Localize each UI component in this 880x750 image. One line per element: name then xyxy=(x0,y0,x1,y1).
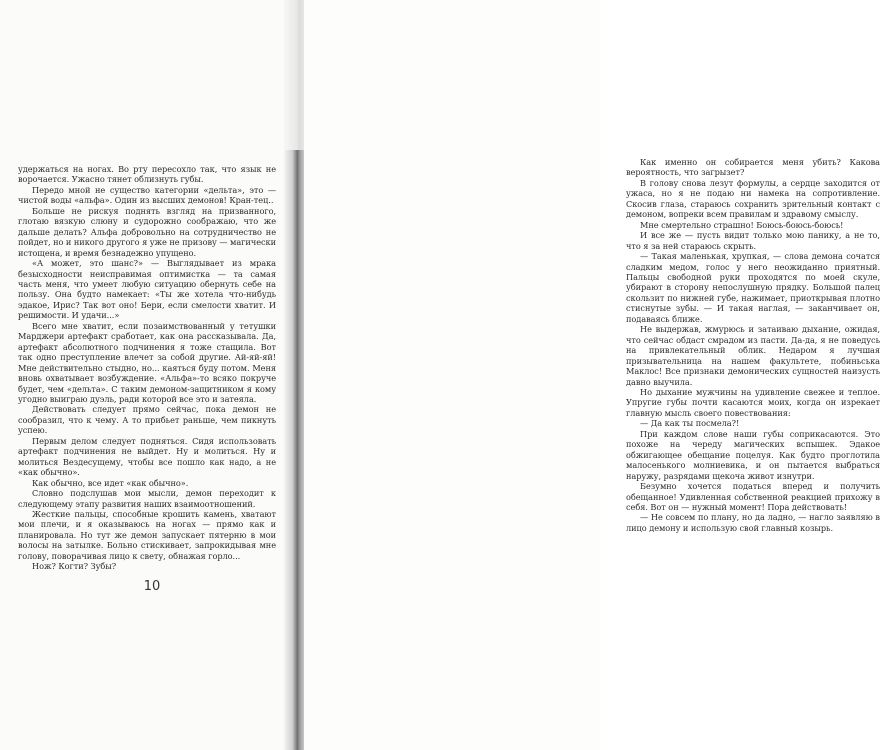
left-page xyxy=(0,0,296,750)
paragraph: Первым делом следует подняться. Сидя использовать артефакт подчинения не выйдет. Ну и молиться. Ну и молиться Вездесущему, чтобы все пошло как надо, а не «как обычно». xyxy=(18,435,276,478)
page-number: 10 xyxy=(143,579,161,594)
paragraph: Действовать следует прямо сейчас, пока демон не сообразил, что к чему. А то прибьет раньше, чем пикнуть успею. xyxy=(18,404,276,436)
right-page xyxy=(304,0,880,750)
left-page-text xyxy=(18,164,276,572)
paragraph: — Такая маленькая, хрупкая, — слова демона сочатся сладким медом, голос у него неожиданно приятный. Пальцы свободной руки проходятся по моей скуле, убирают в сторону непослушную прядку. Большой палец скользит по нижней губе, нажимает, приоткрывая плотно стиснутые зубы. — И такая наглая, — заканчивает он, подаваясь ближе. xyxy=(626,251,880,324)
paragraph: И все же — пусть видит только мою панику, а не то, что я за ней стараюсь скрыть. xyxy=(626,230,880,251)
paragraph: Как именно он собирается меня убить? Какова вероятность, что загрызет? xyxy=(626,157,880,178)
paragraph: «А может, это шанс?» — Выглядывает из мрака безысходности неисправимая оптимистка — та самая часть меня, что умеет любую ситуацию обернуть себе на пользу. Она будто намекает: «Ты же хотела что-нибудь эдакое, Ирис? Так вот оно! Бери, если смелости хватит. И решимости. И удачи...» xyxy=(18,258,276,321)
paragraph: Но дыхание мужчины на удивление свежее и теплое. Упругие губы почти касаются моих, когда он изрекает главную мысль своего повествования: xyxy=(626,386,880,418)
paragraph: Мне смертельно страшно! Боюсь-боюсь-боюсь! xyxy=(640,219,844,230)
paragraph: Не выдержав, жмурюсь и затаиваю дыхание, ожидая, что сейчас обдаст смрадом из пасти. Да-да, я не поведусь на привлекательный облик. Недаром я лучшая призывательница на нашем факультете, побиньська Маклос! Все признаки демонических сущностей наизусть давно выучила. xyxy=(626,324,880,387)
paragraph: Больше не рискуя поднять взгляд на призванного, глотаю вязкую слюну и судорожно соображаю, что же дальше делать? Альфа добровольно на сотрудничество не пойдет, но и никого другого я уже не призову — магически истощена, и время безнадежно упущено. xyxy=(18,205,276,258)
paragraph: Нож? Когти? Зубы? xyxy=(32,561,117,572)
paragraph: При каждом слове наши губы соприкасаются. Это похоже на череду магических вспышек. Эдакое обжигающее обещание поцелуя. Как будто проглотила малосенького молниевика, и он пытается выбраться наружу, разрядами щекоча живот изнутри. xyxy=(626,428,880,481)
paragraph: — Не совсем по плану, но да ладно, — нагло заявляю в лицо демону и использую свой главный козырь. xyxy=(626,512,880,533)
paragraph: В голову снова лезут формулы, а сердце заходится от ужаса, но я не подаю ни намека на сопротивление. Скосив глаза, стараюсь сохранить зрительный контакт с демоном, вопреки всем правилам и здравому смыслу. xyxy=(626,177,880,220)
paragraph: Передо мной не существо категории «дельта», это — чистой воды «альфа». Один из высших демонов! Кран-тец.. xyxy=(18,184,276,206)
paragraph: Словно подслушав мои мысли, демон переходит к следующему этапу развития наших взаимоотношений. xyxy=(18,488,276,509)
paragraph: Жесткие пальцы, способные крошить камень, хватают мои плечи, и я оказываюсь на ногах — прямо как и планировала. Но тут же демон запускает пятерню в мои волосы на затылке. Больно стискивает, запрокидывая мне голову, поворачивая лицо к свету, обнажая горло... xyxy=(18,508,276,561)
paragraph: Как обычно, все идет «как обычно». xyxy=(32,477,189,488)
paragraph: Безумно хочется податься вперед и получить обещанное! Удивленная собственной реакцией прихожу в себя. Вот он — нужный момент! Пора действовать! xyxy=(626,481,880,512)
paragraph: — Да как ты посмела?! xyxy=(640,418,740,429)
paragraph: удержаться на ногах. Во рту пересохло так, что язык не ворочается. Ужасно тянет облизнуть губы. xyxy=(18,164,276,185)
right-page-text xyxy=(626,157,880,533)
paragraph: Всего мне хватит, если позаимствованный у тетушки Марджери артефакт сработает, как она рассказывала. Да, артефакт абсолютного подчинения я тоже стащила. Вот так одно преступление влечет за собой другие. Ай-яй-яй! Мне действительно стыдно, но... каяться буду потом. Меня вновь охватывает возбуждение. «Альфа»-то всяко покруче будет, чем «дельта». С таким демоном-защитником я кому угодно выиграю дуэль, ради которой все это и затеяла. xyxy=(18,320,276,404)
